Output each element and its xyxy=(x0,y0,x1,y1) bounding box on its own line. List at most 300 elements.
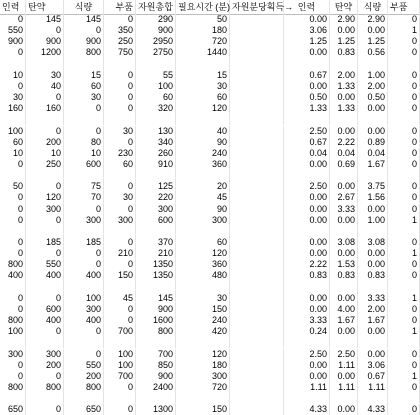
table-cell[interactable] xyxy=(0,282,26,293)
table-cell[interactable] xyxy=(230,360,284,371)
table-cell[interactable]: 900 xyxy=(136,25,176,36)
table-cell[interactable]: 3.33 xyxy=(330,204,358,215)
table-cell[interactable]: 400 xyxy=(64,270,104,281)
table-cell[interactable] xyxy=(64,170,104,181)
table-cell[interactable]: 180 xyxy=(176,360,230,371)
table-cell[interactable]: 0 xyxy=(64,326,104,337)
table-cell[interactable]: 0 xyxy=(104,92,136,103)
table-cell[interactable]: 60 xyxy=(176,237,230,248)
table-cell[interactable] xyxy=(230,92,284,103)
table-cell[interactable] xyxy=(230,282,284,293)
table-cell[interactable]: 50 xyxy=(176,14,230,25)
table-cell[interactable]: 240 xyxy=(176,315,230,326)
table-cell[interactable]: 300 xyxy=(26,204,64,215)
table-cell[interactable]: 3.06 xyxy=(358,360,388,371)
table-cell[interactable]: 10 xyxy=(0,148,26,159)
table-cell[interactable] xyxy=(136,170,176,181)
table-cell[interactable]: 1 xyxy=(388,215,420,226)
table-cell[interactable] xyxy=(230,337,284,348)
table-cell[interactable] xyxy=(358,226,388,237)
table-cell[interactable] xyxy=(330,393,358,404)
table-cell[interactable]: 2.50 xyxy=(330,349,358,360)
table-cell[interactable] xyxy=(388,226,420,237)
table-cell[interactable]: 0 xyxy=(26,404,64,415)
table-cell[interactable]: 0 xyxy=(388,92,420,103)
table-cell[interactable]: 220 xyxy=(136,192,176,203)
table-cell[interactable]: 650 xyxy=(0,404,26,415)
table-cell[interactable]: 120 xyxy=(176,349,230,360)
table-cell[interactable]: 0 xyxy=(388,204,420,215)
table-cell[interactable]: 0 xyxy=(0,304,26,315)
table-cell[interactable] xyxy=(230,192,284,203)
table-cell[interactable] xyxy=(0,226,26,237)
table-cell[interactable]: 700 xyxy=(104,371,136,382)
table-cell[interactable]: 0 xyxy=(0,14,26,25)
table-cell[interactable]: 200 xyxy=(26,360,64,371)
table-cell[interactable] xyxy=(230,304,284,315)
header-cell[interactable]: 식량 xyxy=(64,0,104,14)
table-cell[interactable] xyxy=(230,215,284,226)
header-cell[interactable]: 부품 xyxy=(388,0,420,14)
table-cell[interactable]: 400 xyxy=(0,270,26,281)
table-cell[interactable] xyxy=(358,59,388,70)
table-cell[interactable]: 100 xyxy=(64,293,104,304)
table-cell[interactable]: 0 xyxy=(388,148,420,159)
table-cell[interactable]: 480 xyxy=(176,270,230,281)
table-cell[interactable]: 1.11 xyxy=(358,382,388,393)
table-cell[interactable]: 0 xyxy=(0,293,26,304)
table-cell[interactable]: 420 xyxy=(176,326,230,337)
table-cell[interactable] xyxy=(230,14,284,25)
table-cell[interactable]: 800 xyxy=(64,47,104,58)
table-cell[interactable]: 185 xyxy=(26,237,64,248)
table-cell[interactable]: 0 xyxy=(0,81,26,92)
table-cell[interactable]: 0.67 xyxy=(284,137,330,148)
table-cell[interactable]: 1 xyxy=(388,248,420,259)
table-cell[interactable] xyxy=(26,393,64,404)
table-cell[interactable]: 0.00 xyxy=(330,215,358,226)
table-cell[interactable]: 4.33 xyxy=(284,404,330,415)
table-cell[interactable]: 300 xyxy=(26,349,64,360)
table-cell[interactable]: 800 xyxy=(0,382,26,393)
table-cell[interactable]: 0 xyxy=(104,103,136,114)
table-cell[interactable] xyxy=(176,226,230,237)
table-cell[interactable]: 15 xyxy=(64,70,104,81)
table-cell[interactable]: 4.00 xyxy=(330,304,358,315)
table-cell[interactable]: 10 xyxy=(0,70,26,81)
table-cell[interactable] xyxy=(0,59,26,70)
table-cell[interactable]: 0 xyxy=(26,181,64,192)
table-cell[interactable]: 0 xyxy=(26,92,64,103)
table-cell[interactable] xyxy=(0,393,26,404)
table-cell[interactable] xyxy=(136,114,176,125)
table-cell[interactable]: 0 xyxy=(104,315,136,326)
header-cell[interactable]: 탄약 xyxy=(330,0,358,14)
table-cell[interactable]: 0 xyxy=(64,103,104,114)
table-cell[interactable]: 1.53 xyxy=(330,259,358,270)
table-cell[interactable]: 800 xyxy=(0,259,26,270)
table-cell[interactable] xyxy=(0,337,26,348)
table-cell[interactable] xyxy=(64,114,104,125)
table-cell[interactable]: 0 xyxy=(26,25,64,36)
table-cell[interactable]: 1.25 xyxy=(284,36,330,47)
table-cell[interactable] xyxy=(104,282,136,293)
table-cell[interactable] xyxy=(284,59,330,70)
table-cell[interactable]: 130 xyxy=(136,126,176,137)
table-cell[interactable]: 0 xyxy=(0,47,26,58)
table-cell[interactable]: 0.00 xyxy=(358,103,388,114)
table-cell[interactable]: 340 xyxy=(136,137,176,148)
table-cell[interactable] xyxy=(230,270,284,281)
table-cell[interactable] xyxy=(230,81,284,92)
table-cell[interactable] xyxy=(26,114,64,125)
table-cell[interactable] xyxy=(64,226,104,237)
table-cell[interactable]: 120 xyxy=(176,103,230,114)
table-cell[interactable]: 185 xyxy=(64,237,104,248)
header-cell[interactable]: 탄약 xyxy=(26,0,64,14)
table-cell[interactable]: 0 xyxy=(388,14,420,25)
table-cell[interactable]: 0.83 xyxy=(284,270,330,281)
table-cell[interactable]: 1.56 xyxy=(358,192,388,203)
table-cell[interactable]: 0.50 xyxy=(358,92,388,103)
table-cell[interactable]: 100 xyxy=(136,81,176,92)
table-cell[interactable]: 700 xyxy=(104,326,136,337)
table-cell[interactable] xyxy=(330,226,358,237)
table-cell[interactable]: 300 xyxy=(136,204,176,215)
table-cell[interactable]: 600 xyxy=(26,304,64,315)
table-cell[interactable] xyxy=(230,226,284,237)
table-cell[interactable]: 100 xyxy=(0,326,26,337)
table-cell[interactable]: 0.00 xyxy=(284,47,330,58)
header-cell[interactable]: 인력 xyxy=(0,0,26,14)
table-cell[interactable] xyxy=(230,237,284,248)
table-cell[interactable]: 40 xyxy=(26,81,64,92)
table-cell[interactable]: 1 xyxy=(388,293,420,304)
table-cell[interactable]: 0.67 xyxy=(358,371,388,382)
table-cell[interactable]: 50 xyxy=(0,181,26,192)
table-cell[interactable]: 0.00 xyxy=(284,304,330,315)
table-cell[interactable]: 1.25 xyxy=(358,36,388,47)
table-cell[interactable]: 900 xyxy=(0,36,26,47)
table-cell[interactable]: 1300 xyxy=(136,404,176,415)
table-cell[interactable]: 75 xyxy=(64,181,104,192)
table-cell[interactable] xyxy=(230,382,284,393)
table-cell[interactable]: 0 xyxy=(104,70,136,81)
table-cell[interactable] xyxy=(64,337,104,348)
table-cell[interactable]: 1.11 xyxy=(330,382,358,393)
table-cell[interactable]: 1.25 xyxy=(330,36,358,47)
table-cell[interactable] xyxy=(358,337,388,348)
table-cell[interactable]: 2950 xyxy=(136,36,176,47)
table-cell[interactable] xyxy=(0,170,26,181)
table-cell[interactable]: 3.75 xyxy=(358,181,388,192)
table-cell[interactable] xyxy=(64,282,104,293)
table-cell[interactable]: 30 xyxy=(0,92,26,103)
table-cell[interactable] xyxy=(64,59,104,70)
table-cell[interactable]: 250 xyxy=(104,36,136,47)
table-cell[interactable]: 300 xyxy=(64,304,104,315)
table-cell[interactable]: 370 xyxy=(136,237,176,248)
table-cell[interactable]: 800 xyxy=(136,326,176,337)
table-cell[interactable]: 0.83 xyxy=(330,47,358,58)
table-cell[interactable]: 850 xyxy=(136,360,176,371)
header-cell[interactable]: 자원총합 xyxy=(136,0,176,14)
table-cell[interactable]: 60 xyxy=(0,137,26,148)
table-cell[interactable]: 600 xyxy=(64,159,104,170)
table-cell[interactable]: 0 xyxy=(64,349,104,360)
table-cell[interactable] xyxy=(230,103,284,114)
table-cell[interactable]: 0 xyxy=(388,81,420,92)
table-cell[interactable] xyxy=(104,114,136,125)
table-cell[interactable] xyxy=(64,393,104,404)
table-cell[interactable]: 600 xyxy=(136,215,176,226)
table-cell[interactable] xyxy=(230,126,284,137)
table-cell[interactable]: 0 xyxy=(64,126,104,137)
table-cell[interactable] xyxy=(104,393,136,404)
table-cell[interactable]: 30 xyxy=(26,70,64,81)
table-cell[interactable]: 0 xyxy=(0,237,26,248)
table-cell[interactable]: 0 xyxy=(388,304,420,315)
table-cell[interactable]: 200 xyxy=(26,137,64,148)
table-cell[interactable]: 0 xyxy=(104,237,136,248)
table-cell[interactable] xyxy=(230,36,284,47)
table-cell[interactable]: 300 xyxy=(176,371,230,382)
table-cell[interactable]: 0 xyxy=(104,81,136,92)
table-cell[interactable]: 1.67 xyxy=(358,159,388,170)
table-cell[interactable]: 0 xyxy=(388,360,420,371)
table-cell[interactable]: 2.22 xyxy=(330,137,358,148)
table-cell[interactable]: 15 xyxy=(176,70,230,81)
table-cell[interactable]: 3.08 xyxy=(358,237,388,248)
table-cell[interactable]: 0.04 xyxy=(330,148,358,159)
table-cell[interactable]: 0 xyxy=(104,259,136,270)
table-cell[interactable]: 0 xyxy=(104,204,136,215)
table-cell[interactable]: 0.00 xyxy=(284,159,330,170)
table-cell[interactable]: 0.00 xyxy=(330,126,358,137)
table-cell[interactable] xyxy=(330,59,358,70)
table-cell[interactable]: 0.04 xyxy=(358,148,388,159)
table-cell[interactable]: 0 xyxy=(104,404,136,415)
header-cell[interactable]: 부품 xyxy=(104,0,136,14)
table-cell[interactable] xyxy=(284,282,330,293)
table-cell[interactable]: 2.90 xyxy=(358,14,388,25)
table-cell[interactable]: 0 xyxy=(104,181,136,192)
header-cell[interactable]: 자원분당획득→ xyxy=(232,2,294,12)
table-cell[interactable]: 0 xyxy=(64,259,104,270)
table-cell[interactable] xyxy=(136,337,176,348)
table-cell[interactable]: 0.00 xyxy=(358,259,388,270)
table-cell[interactable]: 0.00 xyxy=(284,215,330,226)
table-cell[interactable]: 0.67 xyxy=(284,70,330,81)
table-cell[interactable] xyxy=(388,114,420,125)
table-cell[interactable]: 1 xyxy=(388,326,420,337)
table-cell[interactable]: 1600 xyxy=(136,315,176,326)
table-cell[interactable]: 2.00 xyxy=(358,81,388,92)
table-cell[interactable]: 230 xyxy=(104,148,136,159)
table-cell[interactable]: 900 xyxy=(136,304,176,315)
table-cell[interactable]: 1.67 xyxy=(358,315,388,326)
table-cell[interactable]: 320 xyxy=(136,103,176,114)
table-cell[interactable] xyxy=(388,170,420,181)
table-cell[interactable]: 720 xyxy=(176,36,230,47)
table-cell[interactable] xyxy=(358,170,388,181)
table-cell[interactable]: 300 xyxy=(0,349,26,360)
table-cell[interactable] xyxy=(136,393,176,404)
table-cell[interactable]: 0.00 xyxy=(358,25,388,36)
table-cell[interactable]: 0.00 xyxy=(358,326,388,337)
table-cell[interactable]: 1.00 xyxy=(358,70,388,81)
table-cell[interactable]: 0 xyxy=(388,181,420,192)
table-cell[interactable] xyxy=(284,337,330,348)
table-cell[interactable] xyxy=(26,282,64,293)
table-cell[interactable]: 260 xyxy=(136,148,176,159)
table-cell[interactable]: 60 xyxy=(176,92,230,103)
table-cell[interactable]: 2.50 xyxy=(284,349,330,360)
table-cell[interactable]: 250 xyxy=(26,159,64,170)
table-cell[interactable] xyxy=(176,282,230,293)
table-cell[interactable]: 0 xyxy=(388,159,420,170)
table-cell[interactable]: 90 xyxy=(176,204,230,215)
table-cell[interactable]: 0 xyxy=(388,259,420,270)
table-cell[interactable]: 0.56 xyxy=(358,47,388,58)
table-cell[interactable]: 1350 xyxy=(136,259,176,270)
table-cell[interactable]: 1350 xyxy=(136,270,176,281)
table-cell[interactable]: 45 xyxy=(176,192,230,203)
table-cell[interactable]: 0.00 xyxy=(330,92,358,103)
table-cell[interactable] xyxy=(284,393,330,404)
table-cell[interactable]: 0 xyxy=(64,204,104,215)
table-cell[interactable]: 0 xyxy=(26,248,64,259)
table-cell[interactable]: 900 xyxy=(26,36,64,47)
table-cell[interactable] xyxy=(26,337,64,348)
table-cell[interactable]: 1.33 xyxy=(330,103,358,114)
table-cell[interactable]: 1.67 xyxy=(330,315,358,326)
table-cell[interactable] xyxy=(388,393,420,404)
table-cell[interactable] xyxy=(230,70,284,81)
header-cell[interactable]: 식량 xyxy=(358,0,388,14)
table-cell[interactable]: 1.33 xyxy=(284,103,330,114)
table-cell[interactable]: 800 xyxy=(26,382,64,393)
table-cell[interactable]: 1.33 xyxy=(330,81,358,92)
table-cell[interactable]: 2.22 xyxy=(284,259,330,270)
table-cell[interactable]: 2750 xyxy=(136,47,176,58)
table-cell[interactable]: 0 xyxy=(388,404,420,415)
table-cell[interactable] xyxy=(330,114,358,125)
table-cell[interactable]: 3.33 xyxy=(284,315,330,326)
table-cell[interactable]: 350 xyxy=(104,25,136,36)
table-cell[interactable]: 2.67 xyxy=(330,192,358,203)
table-cell[interactable] xyxy=(230,371,284,382)
table-cell[interactable]: 0 xyxy=(0,215,26,226)
table-cell[interactable] xyxy=(230,293,284,304)
table-cell[interactable]: 0 xyxy=(388,315,420,326)
table-cell[interactable]: 1.11 xyxy=(284,382,330,393)
table-cell[interactable] xyxy=(284,170,330,181)
table-cell[interactable]: 0.00 xyxy=(284,371,330,382)
table-cell[interactable]: 0.00 xyxy=(330,25,358,36)
table-cell[interactable] xyxy=(388,59,420,70)
table-cell[interactable]: 1200 xyxy=(26,47,64,58)
table-cell[interactable]: 900 xyxy=(136,371,176,382)
table-cell[interactable] xyxy=(358,114,388,125)
table-cell[interactable]: 200 xyxy=(64,371,104,382)
table-cell[interactable] xyxy=(230,137,284,148)
table-cell[interactable]: 900 xyxy=(64,36,104,47)
table-cell[interactable]: 0.04 xyxy=(284,148,330,159)
table-cell[interactable] xyxy=(176,170,230,181)
table-cell[interactable]: 0 xyxy=(104,137,136,148)
table-cell[interactable]: 290 xyxy=(136,14,176,25)
table-cell[interactable]: 550 xyxy=(64,360,104,371)
table-cell[interactable]: 2.90 xyxy=(330,14,358,25)
table-cell[interactable]: 0 xyxy=(104,382,136,393)
table-cell[interactable]: 0.00 xyxy=(330,371,358,382)
table-cell[interactable]: 0 xyxy=(64,248,104,259)
table-cell[interactable]: 400 xyxy=(64,315,104,326)
table-cell[interactable]: 100 xyxy=(104,349,136,360)
table-cell[interactable] xyxy=(104,170,136,181)
table-cell[interactable]: 125 xyxy=(136,181,176,192)
table-cell[interactable] xyxy=(230,59,284,70)
table-cell[interactable]: 0.24 xyxy=(284,326,330,337)
table-cell[interactable] xyxy=(330,337,358,348)
table-cell[interactable]: 300 xyxy=(64,215,104,226)
table-cell[interactable]: 360 xyxy=(176,259,230,270)
table-cell[interactable] xyxy=(136,282,176,293)
table-cell[interactable] xyxy=(104,59,136,70)
table-cell[interactable] xyxy=(26,170,64,181)
table-cell[interactable]: 150 xyxy=(176,404,230,415)
table-cell[interactable]: 0 xyxy=(388,192,420,203)
table-cell[interactable] xyxy=(136,59,176,70)
table-cell[interactable]: 0 xyxy=(388,270,420,281)
table-cell[interactable]: 60 xyxy=(64,81,104,92)
table-cell[interactable]: 70 xyxy=(64,192,104,203)
table-cell[interactable] xyxy=(230,349,284,360)
table-cell[interactable]: 0.83 xyxy=(358,270,388,281)
table-cell[interactable]: 0.00 xyxy=(284,248,330,259)
table-cell[interactable]: 0.00 xyxy=(330,326,358,337)
table-cell[interactable]: 2400 xyxy=(136,382,176,393)
table-cell[interactable] xyxy=(26,59,64,70)
table-cell[interactable]: 150 xyxy=(104,270,136,281)
table-cell[interactable]: 0.00 xyxy=(358,349,388,360)
table-cell[interactable] xyxy=(284,226,330,237)
table-cell[interactable]: 30 xyxy=(104,126,136,137)
table-cell[interactable]: 145 xyxy=(26,14,64,25)
table-cell[interactable]: 10 xyxy=(26,148,64,159)
table-cell[interactable]: 60 xyxy=(104,159,136,170)
table-cell[interactable]: 0 xyxy=(388,137,420,148)
table-cell[interactable] xyxy=(230,47,284,58)
table-cell[interactable]: 0.69 xyxy=(330,159,358,170)
table-cell[interactable]: 0.50 xyxy=(284,92,330,103)
table-cell[interactable]: 0 xyxy=(0,371,26,382)
table-cell[interactable]: 40 xyxy=(176,126,230,137)
table-cell[interactable]: 1 xyxy=(388,25,420,36)
table-cell[interactable]: 160 xyxy=(0,103,26,114)
table-cell[interactable]: 0 xyxy=(388,47,420,58)
table-cell[interactable] xyxy=(230,25,284,36)
table-cell[interactable] xyxy=(230,315,284,326)
table-cell[interactable]: 0 xyxy=(0,192,26,203)
table-cell[interactable]: 0 xyxy=(0,159,26,170)
table-cell[interactable]: 0.00 xyxy=(284,204,330,215)
table-cell[interactable]: 30 xyxy=(176,81,230,92)
table-cell[interactable]: 0.00 xyxy=(330,404,358,415)
table-cell[interactable]: 3.06 xyxy=(284,25,330,36)
table-cell[interactable]: 1440 xyxy=(176,47,230,58)
